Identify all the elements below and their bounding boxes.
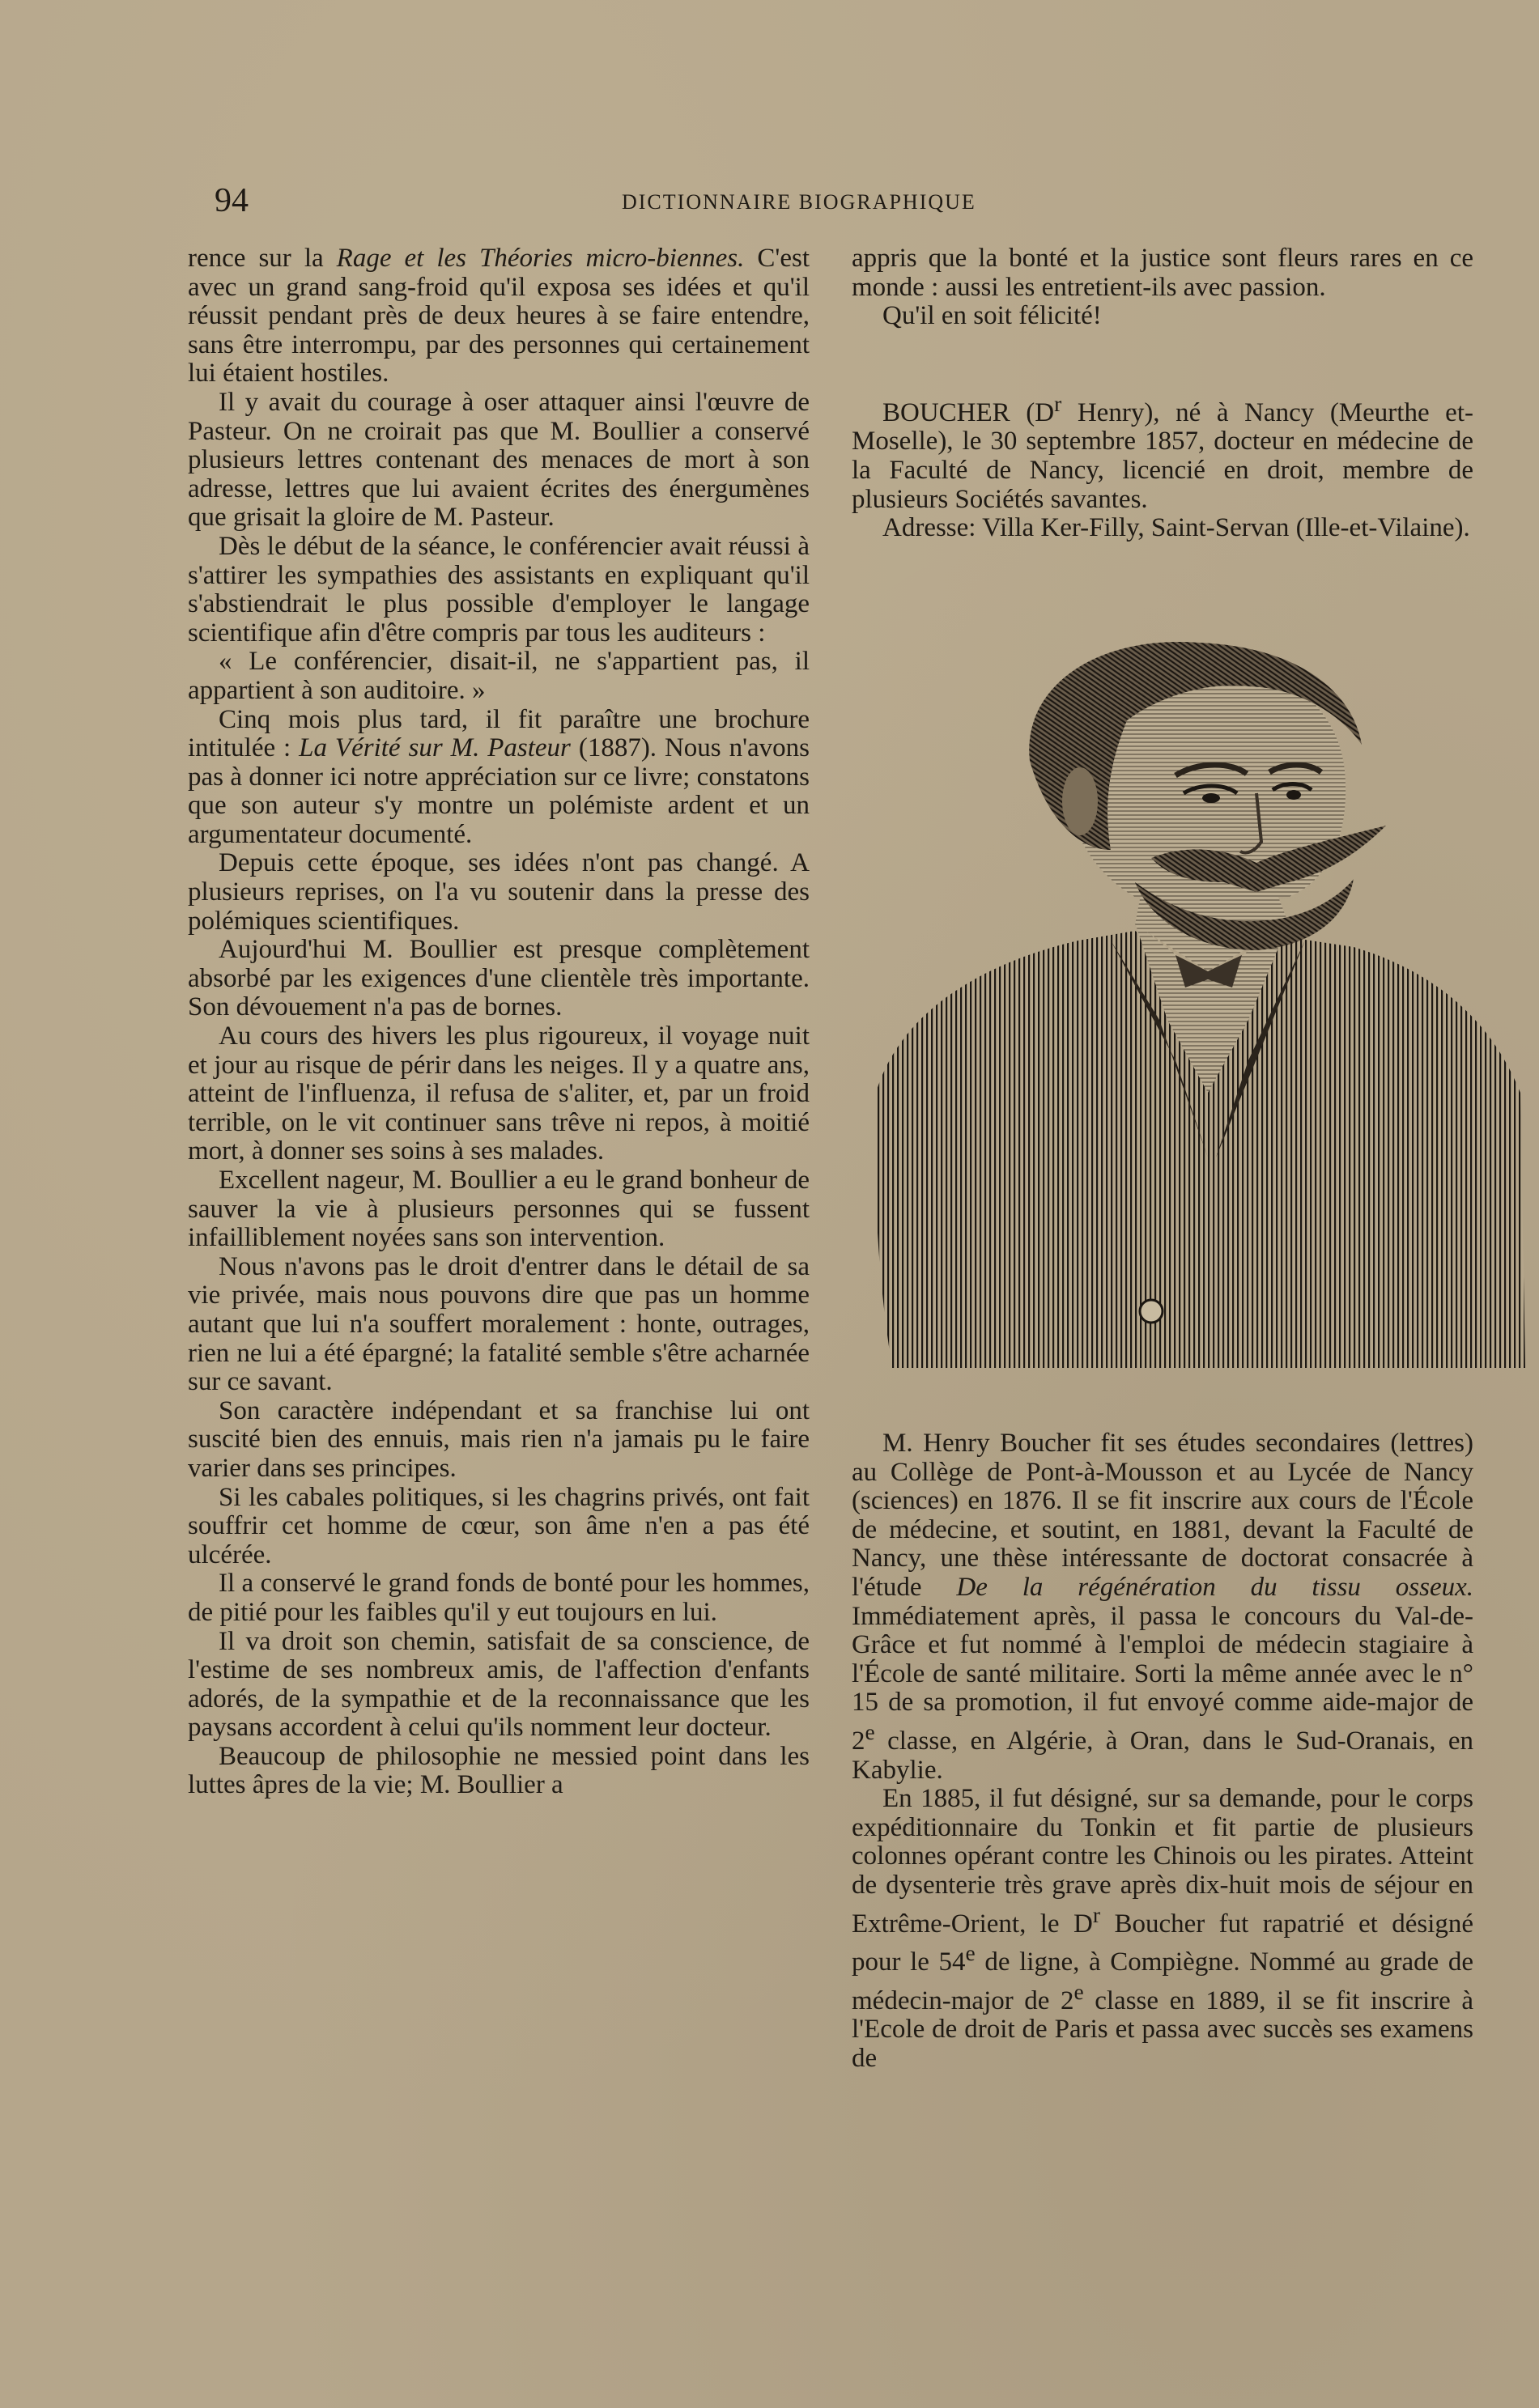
text-run: Henry), né à Nancy (Meurthe et-Moselle), le 30 septembre 1857, docteur en médecine de la Faculté de Nancy, licencié en droit, membre de plusieurs Sociétés savantes. xyxy=(852,397,1473,514)
text-run: classe, en Algérie, à Oran, dans le Sud-Oranais, en Kabylie. xyxy=(852,1726,1473,1785)
paragraph: Au cours des hivers les plus rigoureux, il voyage nuit et jour au risque de périr dans les neiges. Il y a quatre ans, atteint de l'influenza, il refusa de s'aliter, et, par un froid terrible, on le vit continuer sans trêve ni repos, à moitié mort, à donner ses soins à ses malades. xyxy=(188,1021,810,1166)
work-title: La Vérité sur M. Pasteur xyxy=(299,733,571,763)
text-run: classe en 1889, il se fit inscrire à l'Ecole de droit de Paris et passa avec succès ses examens de xyxy=(852,1985,1473,2073)
paragraph: Qu'il en soit félicité! xyxy=(882,301,1102,331)
paragraph xyxy=(188,244,810,389)
entry-heading xyxy=(852,389,1473,514)
paragraph: Il va droit son chemin, satisfait de sa conscience, de l'estime de ses nombreux amis, de l'affection d'enfants adorés, de la sympathie et de la reconnaissance que les paysans accordent à celui qu'ils nomment leur docteur. xyxy=(188,1626,810,1743)
paragraph xyxy=(188,706,810,850)
entry-spacer xyxy=(852,331,1473,360)
work-title: De la régénération du tissu osseux. xyxy=(956,1572,1473,1602)
portrait-engraving xyxy=(868,639,1528,1382)
paragraph: Son caractère indépendant et sa franchise lui ont suscité bien des ennuis, mais rien n'a jamais pu le faire varier dans ses principes. xyxy=(188,1395,810,1483)
paragraph: Dès le début de la séance, le conférencier avait réussi à s'attirer les sympathies des assistants en expliquant qu'il s'abstiendrait le plus possible d'employer le langage scientifique afin d'être compris par tous les auditeurs : xyxy=(188,531,810,648)
paragraph: Aujourd'hui M. Boullier est presque complètement absorbé par les exigences d'une clientèle très importante. Son dévouement n'a pas de bornes. xyxy=(188,935,810,1022)
paragraph: « Le conférencier, disait-il, ne s'appartient pas, il appartient à son auditoire. » xyxy=(188,647,810,705)
superscript: r xyxy=(1054,390,1062,416)
superscript: e xyxy=(965,1940,976,1966)
work-title: Rage et les Théories micro-biennes. xyxy=(336,244,745,273)
paragraph: appris que la bonté et la justice sont fleurs rares en ce monde : aussi les entretient-ils avec passion. xyxy=(852,244,1473,302)
paragraph: Depuis cette époque, ses idées n'ont pas changé. A plusieurs reprises, on l'a vu soutenir dans la presse des polémiques scientifiques. xyxy=(188,848,810,936)
address: Adresse: Villa Ker-Filly, Saint-Servan (Ille-et-Vilaine). xyxy=(882,513,1470,543)
right-column-top xyxy=(852,244,1473,543)
text-run: (D xyxy=(1010,397,1055,427)
text-run: (1887). Nous n'avons pas à donner ici notre appréciation sur ce livre; constatons que son auteur s'y montre un polémiste ardent et un argumentateur documenté. xyxy=(188,733,810,849)
text-run: Boucher fut rapatrié et désigné pour le 54 xyxy=(852,1909,1474,1977)
entry-spacer xyxy=(852,360,1473,389)
portrait-illustration xyxy=(868,639,1528,1382)
text-run: En 1885, il fut désigné, sur sa demande, pour le corps expéditionnaire du Tonkin et fit partie de plusieurs colonnes opérant contre les Chinois ou les pirates. Atteint de dysenterie très grave après dix-huit mois de séjour en Extrême-Orient, le D xyxy=(852,1784,1473,1939)
page-header xyxy=(0,182,1539,219)
paragraph: Il y avait du courage à oser attaquer ainsi l'œuvre de Pasteur. On ne croirait pas que M. Boullier a conservé plusieurs lettres contenant des menaces de mort à son adresse, lettres que lui avaient écrites des énergumènes que grisait la gloire de M. Pasteur. xyxy=(188,387,810,533)
text-run: rence sur la xyxy=(188,244,337,273)
paragraph: Excellent nageur, M. Boullier a eu le grand bonheur de sauver la vie à plusieurs personnes qui se fussent infailliblement noyées sans son intervention. xyxy=(188,1166,810,1253)
entry-name: BOUCHER xyxy=(882,397,1010,427)
superscript: r xyxy=(1092,1901,1101,1927)
text-run: M. Henry Boucher fit ses études secondaires (lettres) au Collège de Pont-à-Mousson et au Lycée de Nancy (sciences) en 1876. Il se fit inscrire aux cours de l'École de médecine, et soutint, en 1881, devant la Faculté de Nancy, une thèse intéressante de doctorat consacrée à l'étude xyxy=(852,1429,1473,1602)
paragraph: Beaucoup de philosophie ne messied point dans les luttes âpres de la vie; M. Boullier a xyxy=(188,1741,810,1800)
paragraph: Nous n'avons pas le droit d'entrer dans le détail de sa vie privée, mais nous pouvons dire que pas un homme autant que lui n'a souffert moralement : honte, outrages, rien ne lui a été épargné; la fatalité semble s'être acharnée sur ce savant. xyxy=(188,1251,810,1397)
superscript: e xyxy=(865,1718,875,1744)
right-column-bottom xyxy=(852,1429,1473,2073)
paragraph xyxy=(852,1785,1473,2073)
paragraph: Si les cabales politiques, si les chagrins privés, ont fait souffrir cet homme de cœur, son âme n'en a pas été ulcérée. xyxy=(188,1482,810,1569)
superscript: e xyxy=(1073,1978,1084,2004)
page-number: 94 xyxy=(215,182,249,219)
text-run: de ligne, à Compiègne. Nommé au grade de médecin-major de 2 xyxy=(852,1947,1474,2015)
text-run: C'est avec un grand sang-froid qu'il exposa ses idées et qu'il réussit pendant près de deux heures à se faire entendre, sans être interrompu, par des personnes qui certainement lui étaient hostiles. xyxy=(188,244,810,389)
left-column xyxy=(188,244,810,1800)
paragraph: Il a conservé le grand fonds de bonté pour les hommes, de pitié pour les faibles qu'il y eut toujours en lui. xyxy=(188,1569,810,1627)
running-title: DICTIONNAIRE BIOGRAPHIQUE xyxy=(622,190,976,214)
text-run: Immédiatement après, il passa le concours du Val-de-Grâce et fut nommé à l'emploi de médecin stagiaire à l'École de santé militaire. Sorti la même année avec le n° 15 de sa promotion, il fut envoyé comme aide-major de 2 xyxy=(852,1601,1473,1756)
text-run: Cinq mois plus tard, il fit paraître une brochure intitulée : xyxy=(188,704,810,763)
paragraph xyxy=(852,1429,1473,1785)
